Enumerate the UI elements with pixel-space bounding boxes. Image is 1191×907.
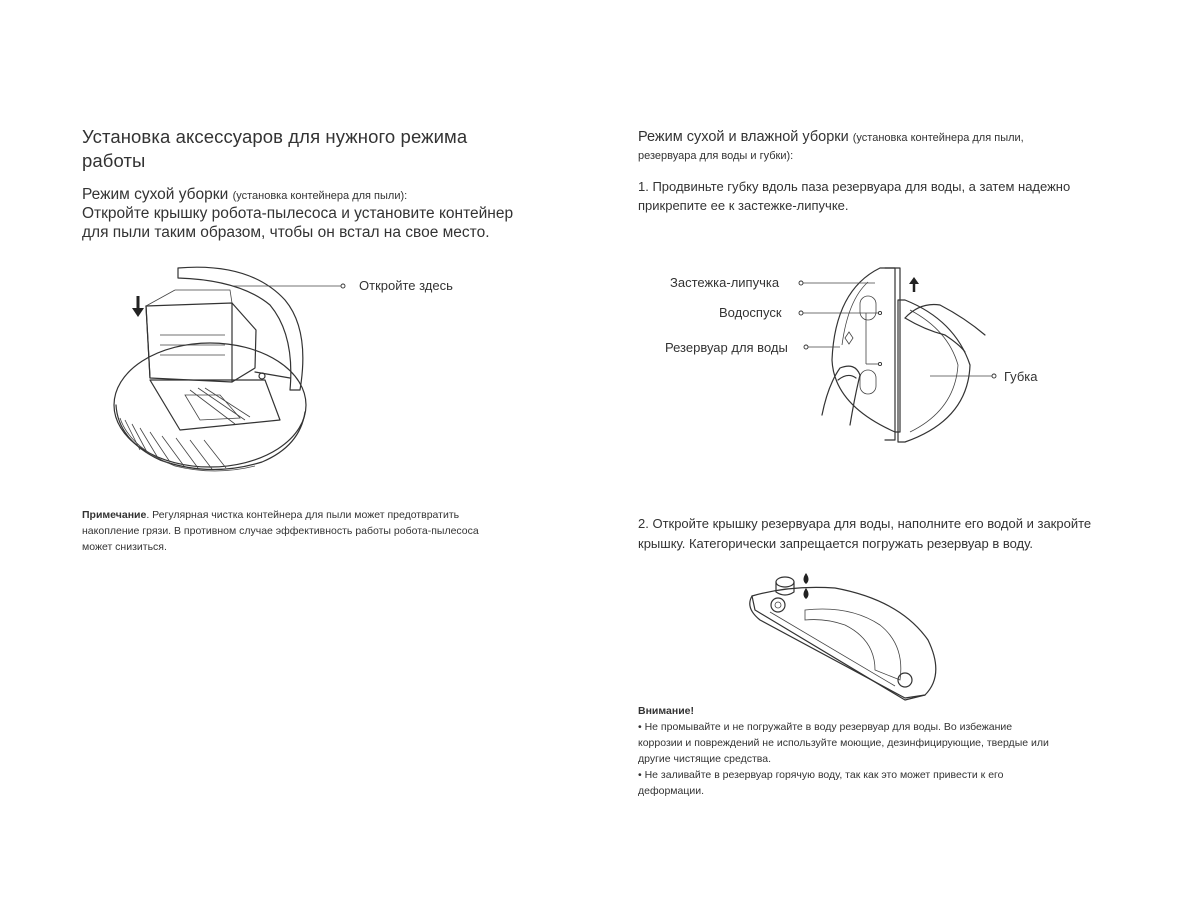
note-line3: может снизиться. [82,541,167,553]
section-title-line2: работы [82,150,146,171]
warning-title: Внимание! [638,705,694,717]
warning-line2: коррозии и повреждений не используйте моющие, дезинфицирующие, твердые или [638,737,1049,749]
water-drop-icon [804,573,809,599]
wet-mode-label: Режим сухой и влажной уборки [638,129,849,145]
callout-drain: Водоспуск [719,305,782,320]
warning-line5: деформации. [638,785,705,797]
section-title-line1: Установка аксессуаров для нужного режима [82,126,468,147]
wet-mode-note-line2: резервуара для воды и губки): [638,150,794,162]
callout-velcro: Застежка-липучка [670,275,780,290]
warning-line4: • Не заливайте в резервуар горячую воду, так как это может привести к его [638,769,1004,781]
step1-line1: 1. Продвиньте губку вдоль паза резервуара для воды, а затем надежно [638,179,1071,194]
warning-block [638,703,1138,799]
callout-sponge: Губка [1004,369,1038,384]
callout-open-here: Откройте здесь [359,278,453,293]
instruction-line2: для пыли таким образом, чтобы он встал на свое место. [82,224,490,241]
dry-mode-note: (установка контейнера для пыли): [232,190,408,202]
warning-line3: другие чистящие средства. [638,753,771,765]
wet-mode-note-line1: (установка контейнера для пыли, [852,132,1024,144]
note-label: Примечание [82,509,147,521]
note-line1-text: . Регулярная чистка контейнера для пыли может предотвратить [146,509,460,521]
step2-line2: крышку. Категорически запрещается погружать резервуар в воду. [638,536,1033,551]
instruction-line1: Откройте крышку робота-пылесоса и установите контейнер [82,205,514,222]
note-line2: накопление грязи. В противном случае эффективность работы робота-пылесоса [82,525,479,537]
warning-line1: • Не промывайте и не погружайте в воду резервуар для воды. Во избежание [638,721,1013,733]
step2-line1: 2. Откройте крышку резервуара для воды, наполните его водой и закройте [638,516,1092,531]
step1-line2: прикрепите ее к застежке-липучке. [638,198,849,213]
dry-mode-label: Режим сухой уборки [82,186,229,203]
callout-water-tank: Резервуар для воды [665,340,788,355]
